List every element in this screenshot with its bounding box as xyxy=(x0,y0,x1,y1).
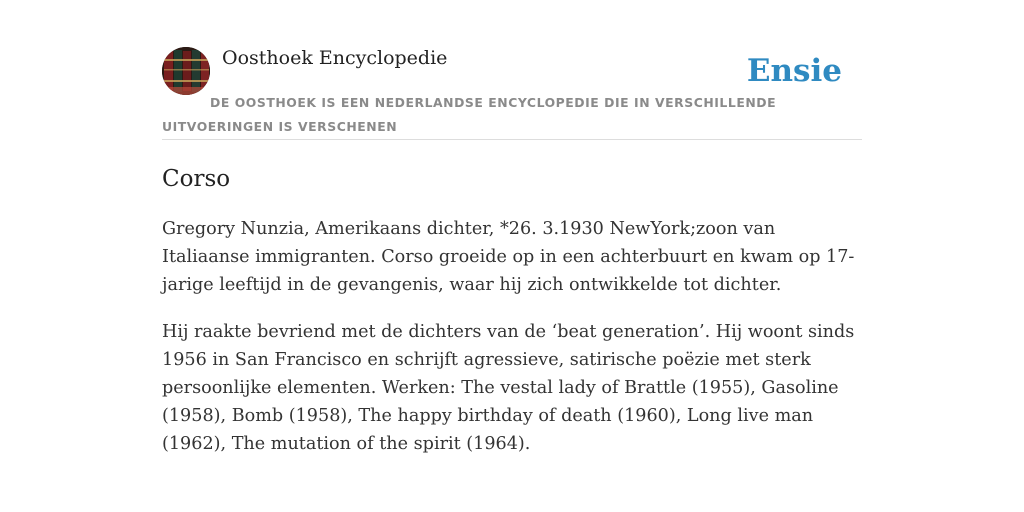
article-card xyxy=(162,44,862,458)
article-paragraph: Gregory Nunzia, Amerikaans dichter, *26. 3.1930 NewYork;zoon van Italiaanse immigranten. Corso groeide op in een achterbuurt en kwam op 17-jarige leeftijd in de gevangenis, waar hij zich ontwikkelde tot dichter. xyxy=(162,219,855,295)
brand-logo-link[interactable]: Ensie xyxy=(746,53,842,89)
site-name[interactable]: Oosthoek Encyclopedie xyxy=(222,47,448,69)
article-paragraph: Hij raakte bevriend met de dichters van de ‘beat generation’. Hij woont sinds 1956 in San Francisco en schrijft agressieve, satirische poëzie met sterk persoonlijke elementen. Werken: The vestal lady of Brattle (1955), Gasoline (1958), Bomb (1958), The happy birthday of death (1960), Long live man (1962), The mutation of the spirit (1964). xyxy=(162,322,855,454)
site-header xyxy=(162,44,862,140)
site-tagline: DE OOSTHOEK IS EEN NEDERLANDSE ENCYCLOPEDIE DIE IN VERSCHILLENDE UITVOERINGEN IS VERSCHENEN xyxy=(162,95,777,134)
article-title: Corso xyxy=(162,166,231,192)
encyclopedia-books-icon[interactable] xyxy=(162,47,210,95)
